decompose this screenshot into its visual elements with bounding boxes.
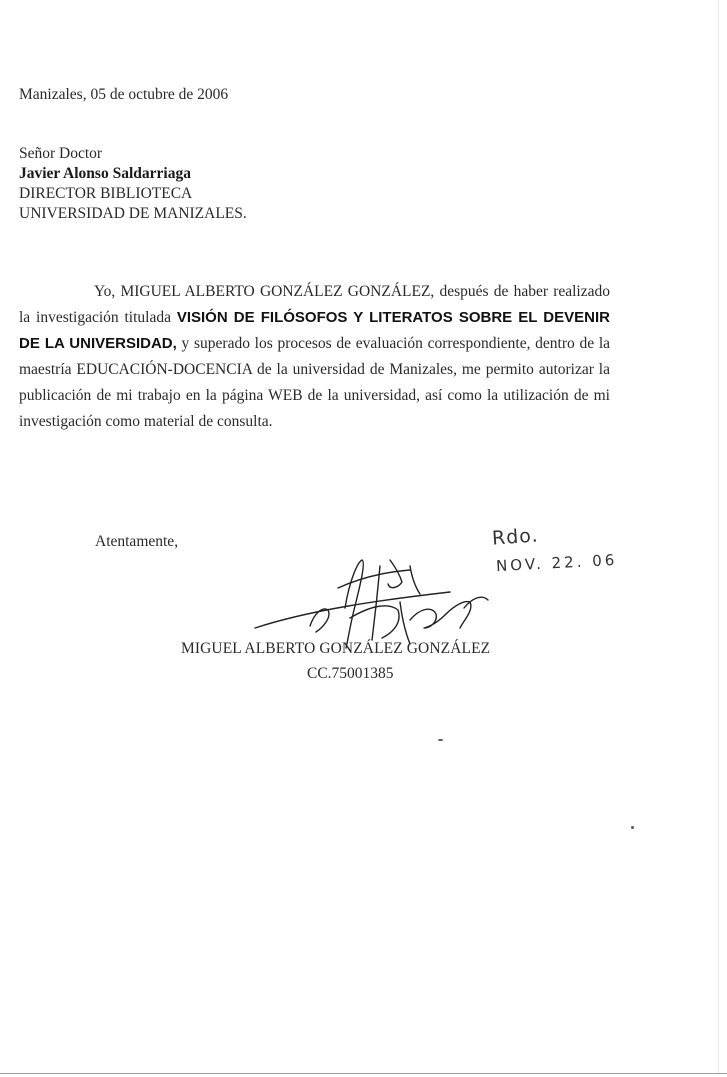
scan-edge-bottom xyxy=(0,1073,727,1074)
handwritten-received-date: NOV. 22. 06 xyxy=(495,550,618,576)
research-title: VISIÓN DE FILÓSOFOS Y LITERATOS SOBRE EL DEVENIR DE LA UNIVERSIDAD, xyxy=(19,309,610,352)
signer-name: MIGUEL ALBERTO GONZÁLEZ GONZÁLEZ xyxy=(181,640,491,657)
signer-id: CC.75001385 xyxy=(307,665,394,682)
addressee-institution: UNIVERSIDAD DE MANIZALES. xyxy=(19,205,247,222)
addressee-name: Javier Alonso Saldarriaga xyxy=(19,165,191,182)
addressee-block xyxy=(19,144,247,224)
date-line: Manizales, 05 de octubre de 2006 xyxy=(19,86,229,103)
body-text-part1: Yo, MIGUEL ALBERTO GONZÁLEZ GONZÁLEZ, después de haber realizado la investigación titulada xyxy=(19,283,610,326)
scan-edge-vertical xyxy=(718,0,719,1073)
scan-speck xyxy=(631,826,634,829)
handwritten-received-label: Rdo. xyxy=(491,524,540,550)
handwritten-received-note xyxy=(490,526,650,586)
scan-speck xyxy=(438,739,443,741)
addressee-position: DIRECTOR BIBLIOTECA xyxy=(19,185,193,202)
body-text-part2: y superado los procesos de evaluación correspondiente, dentro de la maestría EDUCACIÓN-DOCENCIA de la universidad de Manizales, me permito autorizar la publicación de mi trabajo en la página WEB de la universidad, así como la utilización de mi investigación como material de consulta. xyxy=(19,335,611,430)
body-paragraph xyxy=(19,279,610,435)
closing: Atentamente, xyxy=(95,533,179,550)
salutation: Señor Doctor xyxy=(19,145,103,162)
